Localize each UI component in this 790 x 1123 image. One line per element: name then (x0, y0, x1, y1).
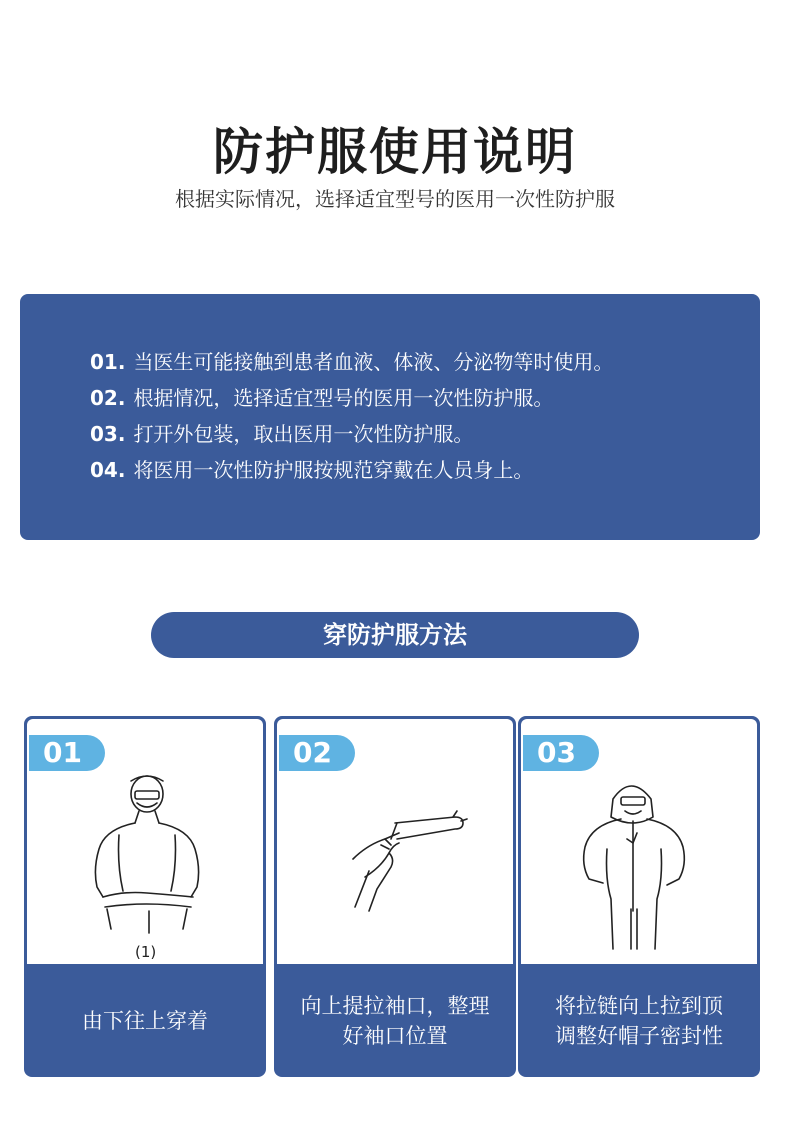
page-subtitle: 根据实际情况，选择适宜型号的医用一次性防护服 (175, 187, 615, 211)
step-illustration-area (521, 719, 757, 964)
step-card-1 (24, 716, 266, 1077)
step-card-3 (518, 716, 760, 1077)
instruction-item (90, 416, 613, 452)
step-illustration-area (277, 719, 513, 964)
step-illustration-area (27, 719, 263, 964)
step-number-badge: 01 (29, 735, 105, 771)
step-number-badge: 03 (523, 735, 599, 771)
person-zipping-suit-illustration (521, 769, 757, 964)
section-heading: 穿防护服方法 (151, 612, 639, 658)
instructions-list (90, 344, 613, 488)
instruction-text: 当医生可能接触到患者血液、体液、分泌物等时使用。 (133, 350, 614, 374)
instructions-panel (20, 294, 760, 540)
step-number-badge: 02 (279, 735, 355, 771)
step-card-2 (274, 716, 516, 1077)
instruction-text: 根据情况，选择适宜型号的医用一次性防护服。 (133, 386, 554, 410)
instruction-number: 02. (90, 386, 126, 410)
person-pulling-up-suit-illustration (27, 769, 263, 964)
hand-adjusting-cuff-illustration (277, 769, 513, 964)
instruction-item (90, 452, 613, 488)
step-description: 将拉链向上拉到顶 调整好帽子密封性 (555, 994, 723, 1048)
instruction-item (90, 380, 613, 416)
instruction-number: 03. (90, 422, 126, 446)
instruction-text: 打开外包装，取出医用一次性防护服。 (133, 422, 474, 446)
step-description: 向上提拉袖口，整理 好袖口位置 (300, 994, 490, 1048)
page-title: 防护服使用说明 (213, 123, 577, 181)
figure-caption: (1) (135, 943, 157, 961)
instruction-number: 04. (90, 458, 126, 482)
instruction-text: 将医用一次性防护服按规范穿戴在人员身上。 (133, 458, 534, 482)
instruction-number: 01. (90, 350, 126, 374)
step-description: 由下往上穿着 (82, 1009, 208, 1033)
instruction-item (90, 344, 613, 380)
